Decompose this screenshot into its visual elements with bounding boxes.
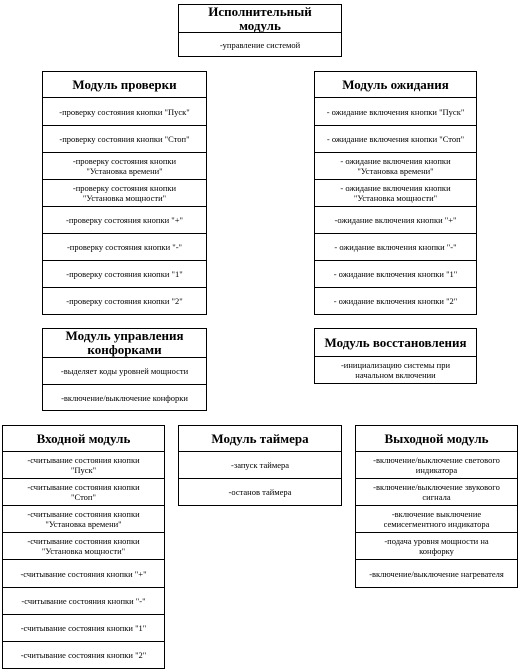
wait-module-item: - ожидание включения кнопки "2" [333, 296, 458, 306]
check-module-item: -проверку состояния кнопки "-" [43, 234, 206, 261]
wait-module-item: - ожидание включения кнопки "-" [315, 234, 476, 261]
wait-module-item: - ожидание включения кнопки "Установка мощности" [315, 180, 476, 207]
timer-module [178, 425, 342, 506]
burner-control-module-item: -выделяет коды уровней мощности [43, 358, 206, 385]
restore-module-title: Модуль восстановления [315, 329, 476, 357]
check-module-item: -проверку состояния кнопки "Стоп" [43, 126, 206, 153]
restore-module-item: -инициализацию системы при начальном включении [340, 360, 451, 380]
input-module-item: -считывание состояния кнопки "-" [3, 588, 164, 615]
burner-control-module [42, 328, 207, 411]
input-module-item: -считывание состояния кнопки "Установка мощности" [3, 533, 164, 560]
check-module-item: -проверку состояния кнопки "Установка времени" [43, 153, 206, 180]
check-module-item: -проверку состояния кнопки "2" [66, 296, 183, 306]
wait-module [314, 71, 477, 315]
wait-module-item: - ожидание включения кнопки "Стоп" [315, 126, 476, 153]
check-module-title: Модуль проверки [43, 72, 206, 98]
wait-module-item: - ожидание включения кнопки "Пуск" [315, 98, 476, 126]
output-module-item: -включение/выключение звукового сигнала [356, 479, 517, 506]
output-module-item: -включение выключение семисегментного индикатора [356, 506, 517, 533]
input-module-item: -считывание состояния кнопки "1" [3, 615, 164, 642]
executive-module [178, 4, 342, 57]
input-module-item: -считывание состояния кнопки "Установка времени" [3, 506, 164, 533]
input-module-item: -считывание состояния кнопки "Стоп" [3, 479, 164, 506]
executive-module-item: -управление системой [219, 39, 301, 50]
executive-module-title: Исполнительный модуль [179, 5, 341, 33]
timer-module-item: -запуск таймера [179, 452, 341, 479]
input-module-title: Входной модуль [3, 426, 164, 452]
wait-module-item: -ожидание включения кнопки "+" [315, 207, 476, 234]
restore-module [314, 328, 477, 384]
check-module-item: -проверку состояния кнопки "Установка мощности" [43, 180, 206, 207]
input-module [2, 425, 165, 669]
output-module-item: -включение/выключение светового индикатора [356, 452, 517, 479]
input-module-item: -считывание состояния кнопки "+" [3, 560, 164, 588]
timer-module-item: -останов таймера [228, 487, 292, 497]
timer-module-title: Модуль таймера [179, 426, 341, 452]
check-module [42, 71, 207, 315]
input-module-item: -считывание состояния кнопки "2" [20, 650, 147, 660]
burner-control-module-item: -включение/выключение конфорки [61, 392, 188, 403]
wait-module-title: Модуль ожидания [315, 72, 476, 98]
burner-control-module-title: Модуль управления конфорками [43, 329, 206, 358]
check-module-item: -проверку состояния кнопки "1" [43, 261, 206, 288]
output-module-item: -включение/выключение нагревателя [369, 568, 504, 579]
check-module-item: -проверку состояния кнопки "Пуск" [43, 98, 206, 126]
input-module-item: -считывание состояния кнопки "Пуск" [3, 452, 164, 479]
wait-module-item: - ожидание включения кнопки "1" [315, 261, 476, 288]
check-module-item: -проверку состояния кнопки "+" [43, 207, 206, 234]
wait-module-item: - ожидание включения кнопки "Установка времени" [315, 153, 476, 180]
output-module-item: -подача уровня мощности на конфорку [356, 533, 517, 560]
output-module [355, 425, 518, 588]
output-module-title: Выходной модуль [356, 426, 517, 452]
